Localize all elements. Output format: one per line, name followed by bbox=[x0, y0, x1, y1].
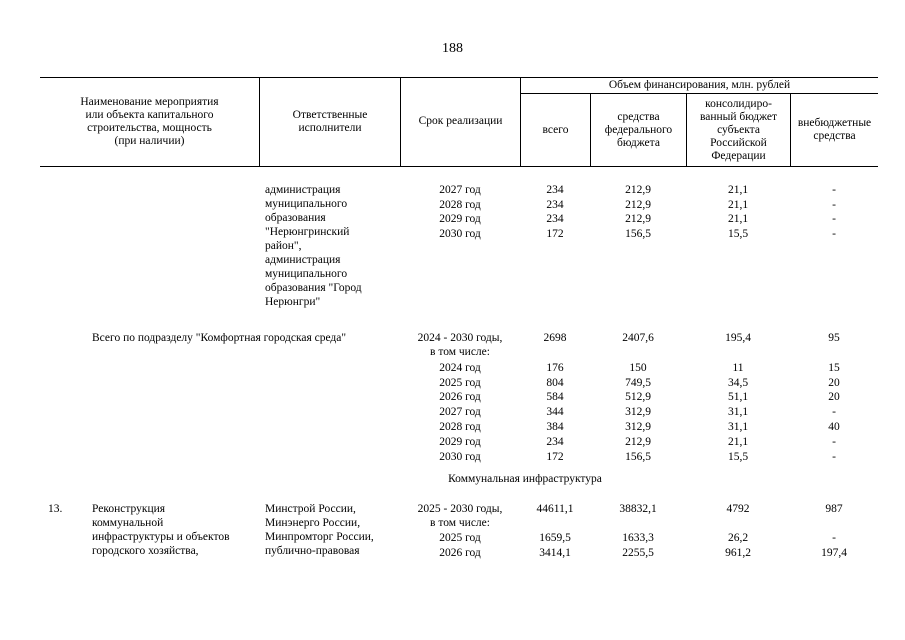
header-name-line: (при наличии) bbox=[114, 134, 185, 147]
responsible-line: публично-правовая bbox=[265, 545, 360, 557]
responsible-line: администрация bbox=[265, 254, 341, 266]
responsible-line: Минстрой России, bbox=[265, 503, 356, 515]
item-responsible bbox=[265, 502, 374, 558]
row-year: 2028 год bbox=[439, 199, 481, 211]
row-total: 584 bbox=[546, 391, 564, 403]
header-regional-line: консолидиро- bbox=[705, 97, 772, 110]
header-total-text: всего bbox=[542, 123, 569, 136]
header-name-line: строительства, мощность bbox=[87, 121, 212, 134]
row-regional: 15,5 bbox=[727, 228, 749, 240]
header-responsible-cell bbox=[260, 77, 400, 166]
row-regional: 34,5 bbox=[727, 377, 749, 389]
header-funding-cell bbox=[521, 78, 878, 93]
header-regional-line: субъекта bbox=[717, 123, 760, 136]
row-federal: 312,9 bbox=[625, 406, 651, 418]
header-term-text: Срок реализации bbox=[418, 115, 503, 127]
item-name-line: городского хозяйства, bbox=[92, 545, 199, 557]
item-name-line: коммунальной bbox=[92, 517, 164, 529]
period-line: в том числе: bbox=[430, 517, 490, 529]
header-federal-line: бюджета bbox=[617, 136, 660, 149]
row-total: 344 bbox=[546, 406, 564, 418]
row-extra: - bbox=[832, 213, 836, 225]
row-federal: 156,5 bbox=[625, 228, 651, 240]
responsible-line: муниципального bbox=[265, 268, 348, 280]
responsible-line: образования "Город bbox=[265, 282, 362, 294]
row-federal: 156,5 bbox=[625, 451, 651, 463]
row-total: 172 bbox=[546, 228, 564, 240]
header-regional-line: ванный бюджет bbox=[699, 110, 778, 123]
row-total: 234 bbox=[546, 184, 564, 196]
row-total: 804 bbox=[546, 377, 564, 389]
row-regional: 961,2 bbox=[725, 547, 751, 559]
row-federal: 312,9 bbox=[625, 421, 651, 433]
period-federal: 2407,6 bbox=[622, 332, 654, 344]
responsible-line: образования bbox=[265, 212, 326, 224]
header-federal-line: средства bbox=[617, 110, 660, 123]
period-line: в том числе: bbox=[430, 346, 490, 358]
row-regional: 21,1 bbox=[727, 436, 749, 448]
row-total: 1659,5 bbox=[539, 532, 571, 544]
period-total: 44611,1 bbox=[536, 503, 574, 515]
row-extra: - bbox=[832, 451, 836, 463]
row-year: 2030 год bbox=[439, 228, 481, 240]
responsible-line: район", bbox=[265, 240, 302, 252]
header-responsible-line: Ответственные bbox=[292, 108, 368, 121]
row-federal: 212,9 bbox=[625, 213, 651, 225]
row-total: 384 bbox=[546, 421, 564, 433]
row-year: 2024 год bbox=[439, 362, 481, 374]
header-term-cell bbox=[401, 77, 520, 166]
row-regional: 51,1 bbox=[727, 391, 749, 403]
header-extra-line: средства bbox=[813, 130, 856, 142]
row-total: 234 bbox=[546, 213, 564, 225]
header-extra-line: внебюджетные bbox=[797, 117, 872, 129]
row-total: 3414,1 bbox=[539, 547, 571, 559]
row-extra: - bbox=[832, 184, 836, 196]
row-federal: 212,9 bbox=[625, 199, 651, 211]
row-regional: 31,1 bbox=[727, 406, 749, 418]
responsible-line: Нерюнгри" bbox=[265, 296, 321, 308]
row-year: 2027 год bbox=[439, 184, 481, 196]
row-regional: 21,1 bbox=[727, 184, 749, 196]
row-regional: 21,1 bbox=[727, 213, 749, 225]
row-federal: 2255,5 bbox=[622, 547, 654, 559]
row-extra: - bbox=[832, 436, 836, 448]
item-number: 13. bbox=[48, 503, 63, 515]
section-title: Коммунальная инфраструктура bbox=[448, 473, 602, 485]
item-name-line: инфраструктуры и объектов bbox=[92, 531, 230, 543]
responsible-line: муниципального bbox=[265, 198, 348, 210]
header-name-cell bbox=[40, 77, 259, 166]
row-year: 2026 год bbox=[439, 391, 481, 403]
block1-responsible bbox=[265, 183, 362, 309]
header-federal-cell bbox=[591, 94, 686, 166]
row-total: 172 bbox=[546, 451, 564, 463]
item-name-line: Реконструкция bbox=[92, 503, 166, 515]
row-year: 2028 год bbox=[439, 421, 481, 433]
row-extra: 197,4 bbox=[821, 547, 847, 559]
row-regional: 21,1 bbox=[727, 199, 749, 211]
row-federal: 749,5 bbox=[625, 377, 651, 389]
item-name bbox=[92, 502, 230, 558]
period-regional: 195,4 bbox=[725, 332, 751, 344]
header-bottom-rule bbox=[40, 166, 878, 167]
row-extra: 20 bbox=[828, 377, 840, 389]
row-extra: 40 bbox=[828, 421, 840, 433]
responsible-line: Минпромторг России, bbox=[265, 531, 374, 543]
row-regional: 31,1 bbox=[727, 421, 749, 433]
row-regional: 15,5 bbox=[727, 451, 749, 463]
header-regional-line: Федерации bbox=[711, 149, 766, 162]
row-year: 2029 год bbox=[439, 436, 481, 448]
row-regional: 11 bbox=[732, 362, 744, 374]
row-federal: 212,9 bbox=[625, 184, 651, 196]
row-extra: - bbox=[832, 228, 836, 240]
responsible-line: администрация bbox=[265, 184, 341, 196]
row-year: 2029 год bbox=[439, 213, 481, 225]
row-extra: - bbox=[832, 406, 836, 418]
row-year: 2025 год bbox=[439, 377, 481, 389]
period-federal: 38832,1 bbox=[619, 503, 657, 515]
row-extra: 15 bbox=[828, 362, 840, 374]
header-federal-line: федерального bbox=[604, 123, 673, 136]
row-extra: - bbox=[832, 532, 836, 544]
period-extra: 987 bbox=[825, 503, 843, 515]
row-federal: 1633,3 bbox=[622, 532, 654, 544]
row-regional: 26,2 bbox=[727, 532, 749, 544]
row-total: 234 bbox=[546, 436, 564, 448]
row-extra: 20 bbox=[828, 391, 840, 403]
responsible-line: Минэнерго России, bbox=[265, 517, 361, 529]
period-extra: 95 bbox=[828, 332, 840, 344]
period-line: 2025 - 2030 годы, bbox=[417, 503, 503, 515]
header-funding-text: Объем финансирования, млн. рублей bbox=[608, 79, 791, 91]
row-year: 2025 год bbox=[439, 532, 481, 544]
responsible-line: "Нерюнгринский bbox=[265, 226, 350, 238]
period-total: 2698 bbox=[543, 332, 567, 344]
row-year: 2026 год bbox=[439, 547, 481, 559]
header-extra-cell bbox=[791, 94, 878, 166]
header-responsible-line: исполнители bbox=[298, 121, 362, 134]
header-name-line: Наименование мероприятия bbox=[80, 95, 219, 108]
period-line: 2024 - 2030 годы, bbox=[417, 332, 503, 344]
subtotal-title: Всего по подразделу "Комфортная городская среда" bbox=[92, 332, 347, 344]
row-year: 2027 год bbox=[439, 406, 481, 418]
row-total: 234 bbox=[546, 199, 564, 211]
header-regional-line: Российской bbox=[710, 136, 767, 149]
row-federal: 212,9 bbox=[625, 436, 651, 448]
period-regional: 4792 bbox=[726, 503, 750, 515]
row-extra: - bbox=[832, 199, 836, 211]
page-number: 188 bbox=[442, 41, 463, 56]
header-name-line: или объекта капитального bbox=[85, 108, 214, 121]
row-total: 176 bbox=[546, 362, 564, 374]
header-total-cell bbox=[521, 94, 590, 166]
header-regional-cell bbox=[687, 94, 790, 166]
row-federal: 150 bbox=[629, 362, 647, 374]
row-year: 2030 год bbox=[439, 451, 481, 463]
row-federal: 512,9 bbox=[625, 391, 651, 403]
